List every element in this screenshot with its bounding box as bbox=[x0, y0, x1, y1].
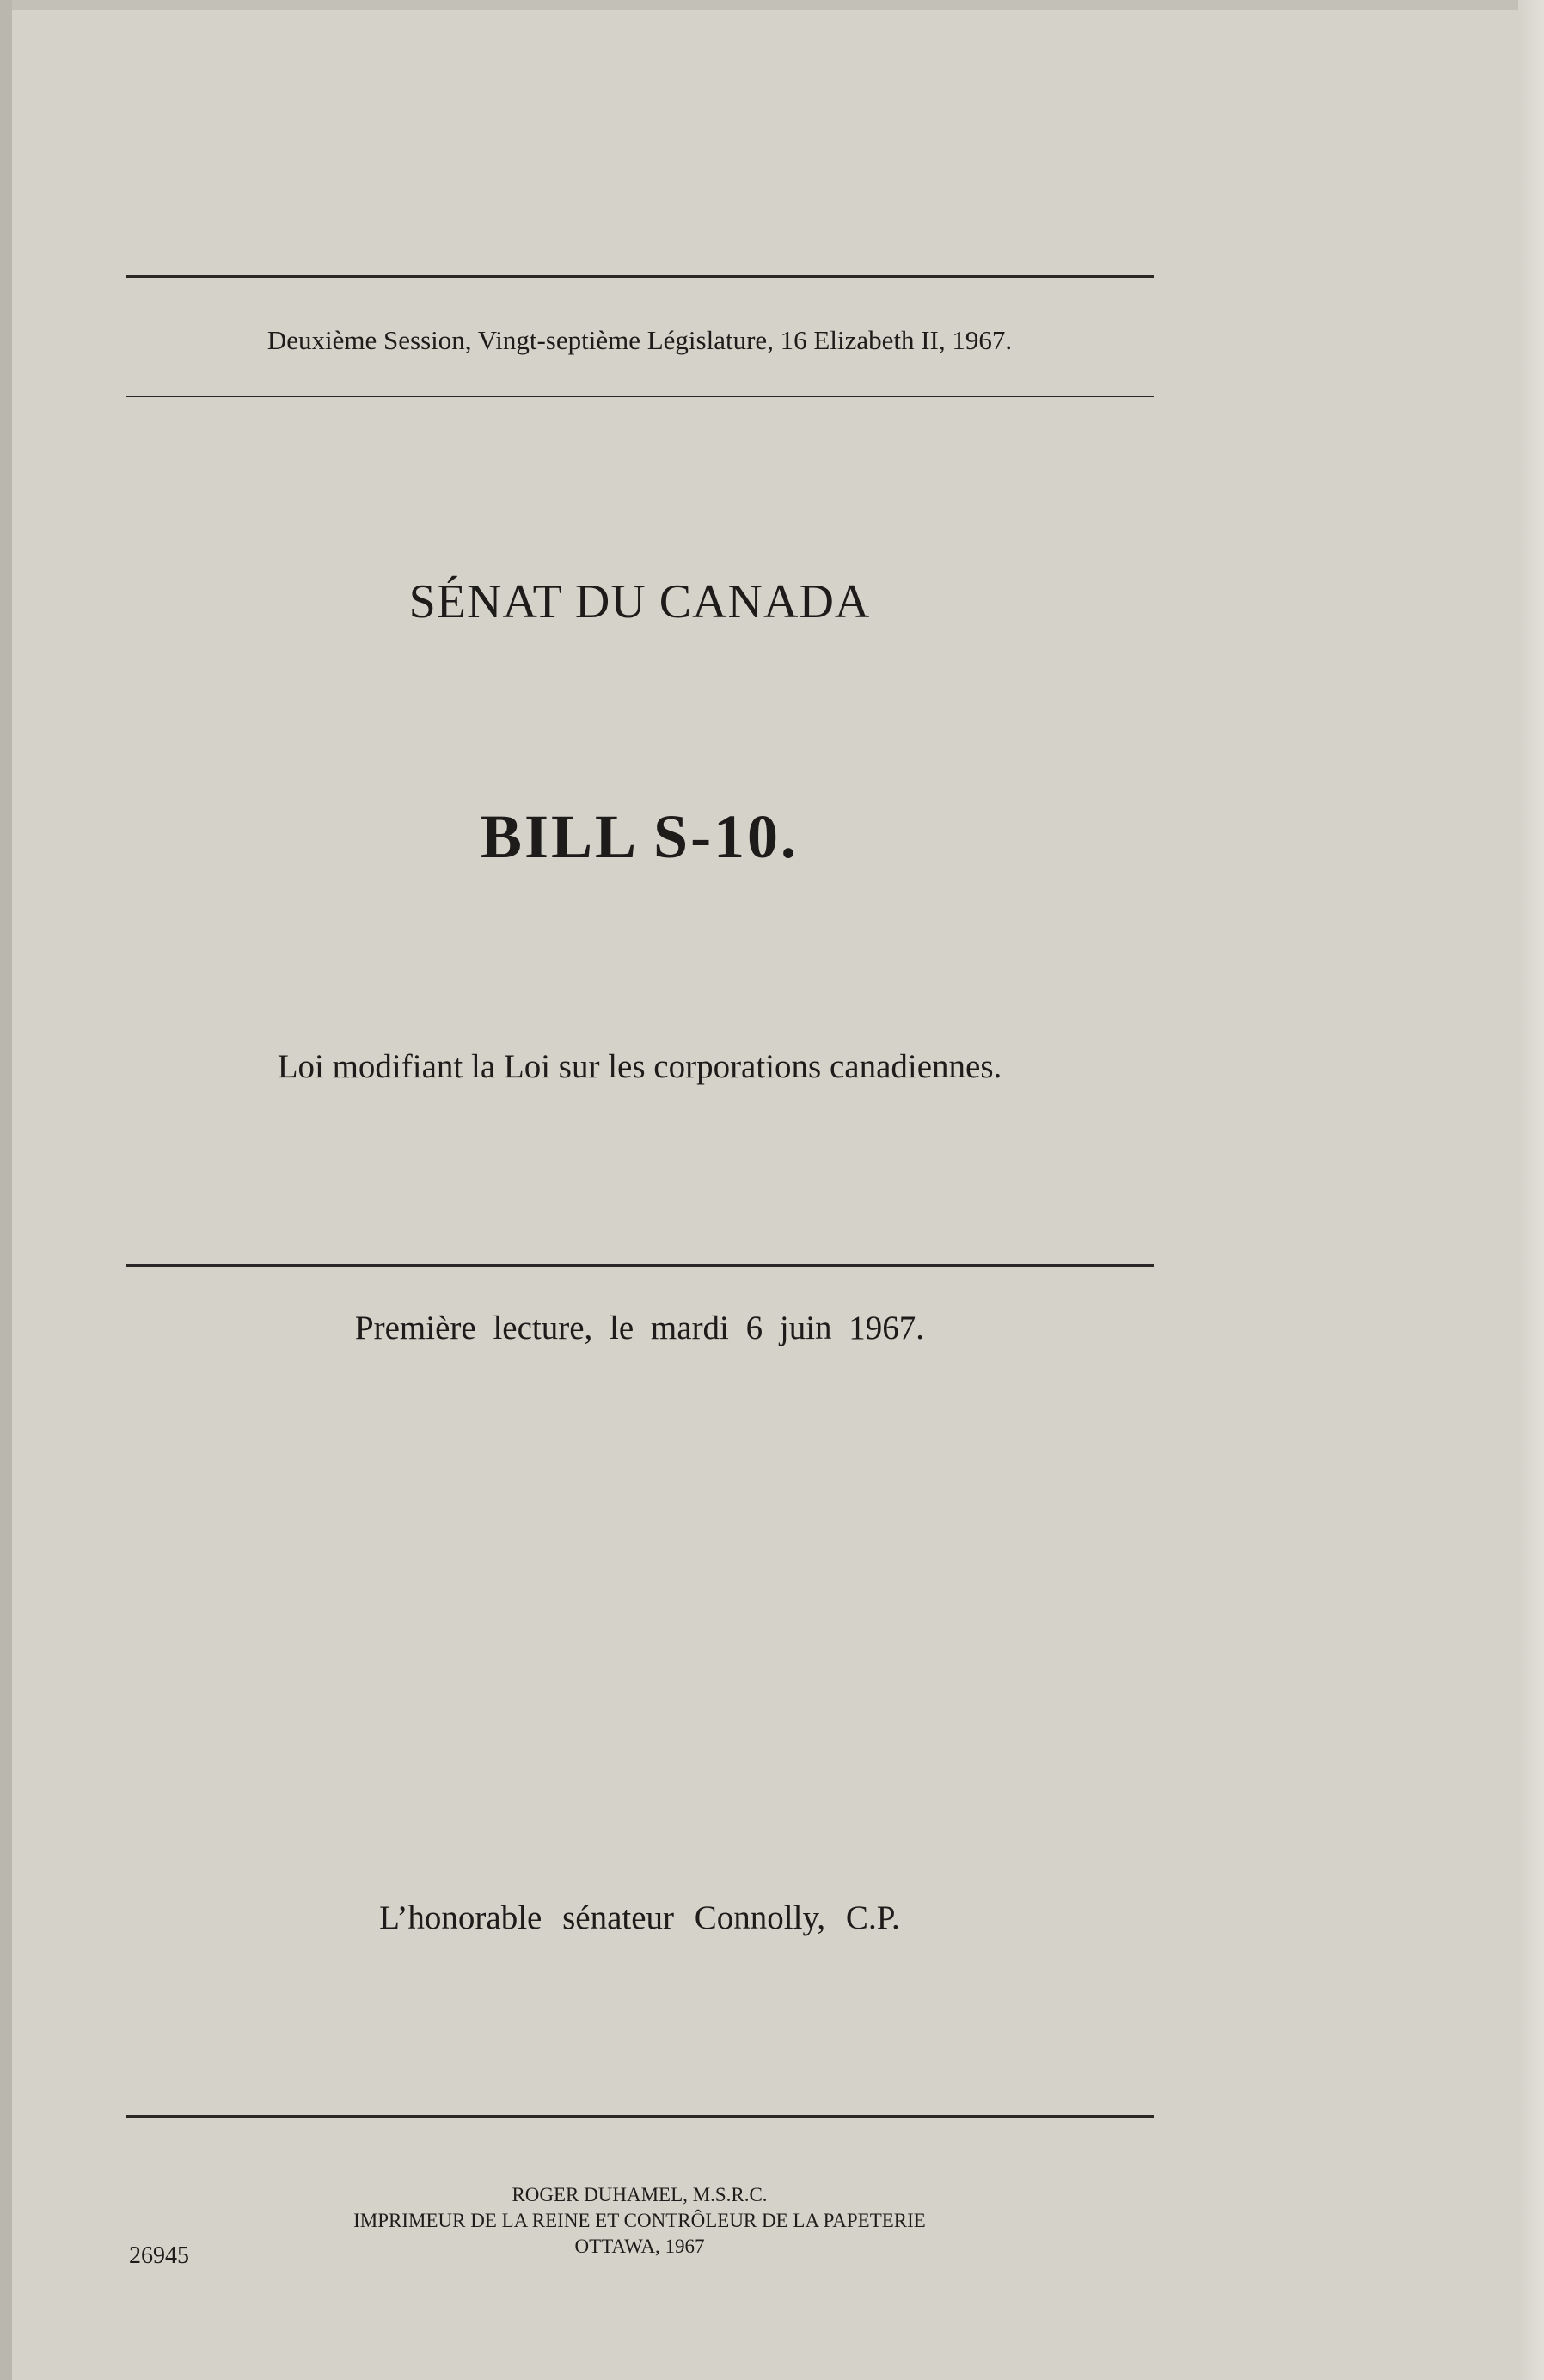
printer-block bbox=[126, 2182, 1154, 2260]
chamber-heading: SÉNAT DU CANADA bbox=[408, 575, 871, 629]
sponsor: L’honorable sénateur Connolly, C.P. bbox=[379, 1899, 900, 1936]
session-line: Deuxième Session, Vingt-septième Législature, 16 Elizabeth II, 1967. bbox=[267, 325, 1013, 355]
document-number: 26945 bbox=[129, 2242, 189, 2269]
top-rule bbox=[126, 275, 1154, 278]
page-edge-left bbox=[0, 0, 12, 2380]
bill-title: Loi modifiant la Loi sur les corporations canadiennes. bbox=[277, 1048, 1002, 1085]
printer-place: OTTAWA, 1967 bbox=[574, 2236, 705, 2257]
session-rule bbox=[126, 396, 1154, 397]
printer-rule bbox=[126, 2115, 1154, 2118]
first-reading: Première lecture, le mardi 6 juin 1967. bbox=[354, 1310, 925, 1346]
page-edge-top bbox=[0, 0, 1544, 10]
printer-role: IMPRIMEUR DE LA REINE ET CONTRÔLEUR DE LA PAPETERIE bbox=[353, 2210, 926, 2231]
reading-rule bbox=[126, 1264, 1154, 1267]
printer-name: ROGER DUHAMEL, M.S.R.C. bbox=[512, 2184, 768, 2205]
bill-number: BILL S-10. bbox=[480, 802, 800, 871]
page-edge-right bbox=[1518, 0, 1544, 2380]
